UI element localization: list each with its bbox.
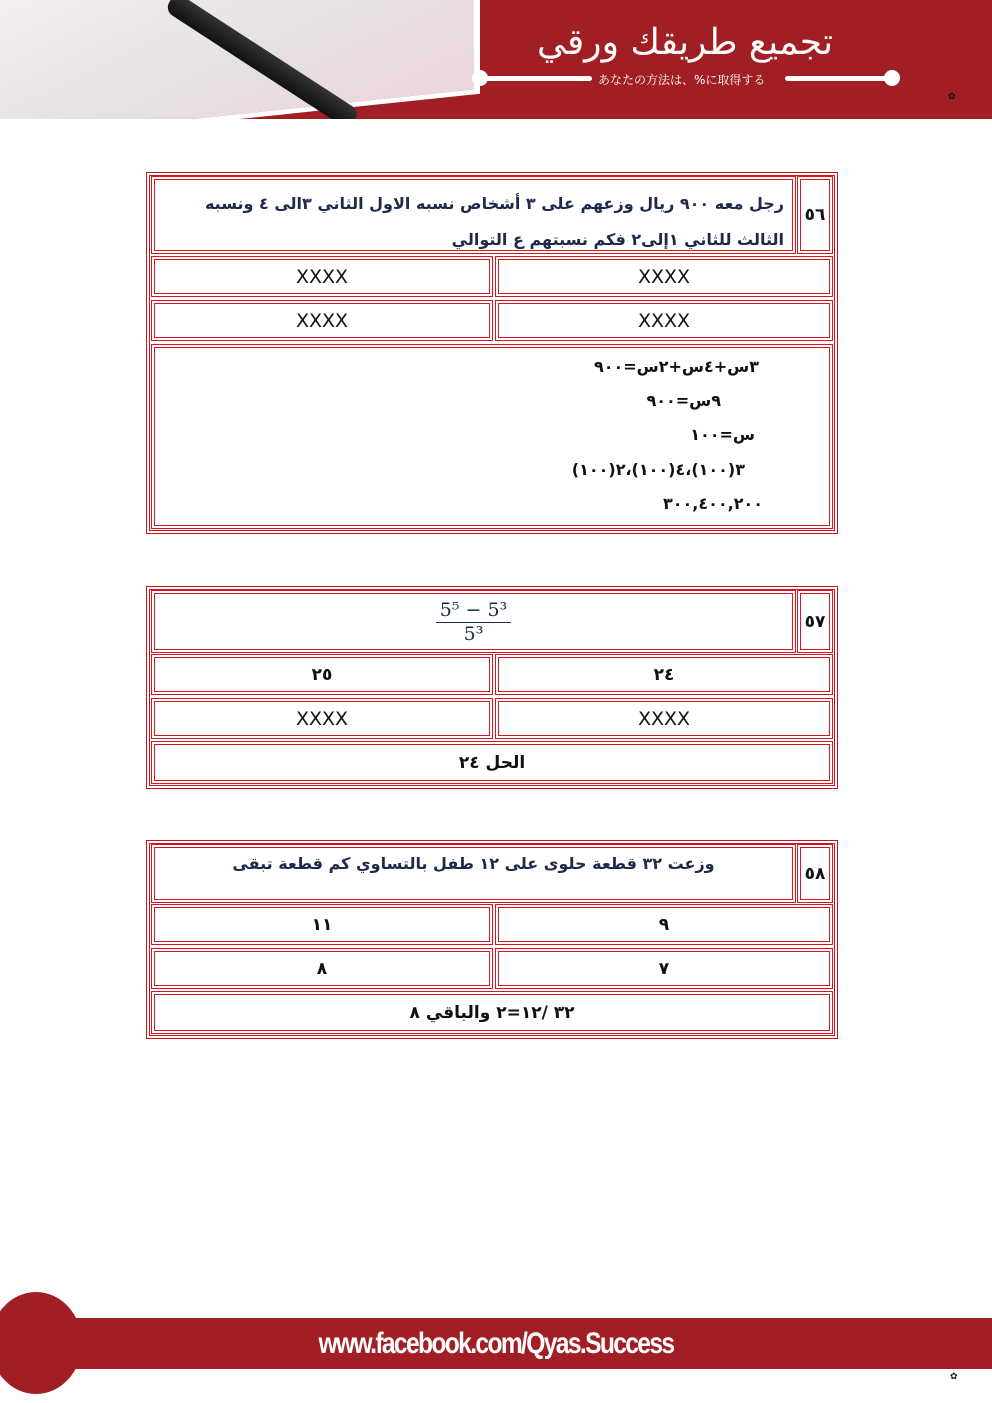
option-b[interactable]: ٢٥ bbox=[151, 654, 493, 695]
denominator: 5³ bbox=[463, 623, 484, 645]
option-a[interactable]: XXXX bbox=[495, 256, 833, 297]
option-b[interactable]: XXXX bbox=[151, 256, 493, 297]
solution-line: ٣(١٠٠)،٤(١٠٠)،٢(١٠٠) bbox=[571, 459, 745, 479]
option-d[interactable]: XXXX bbox=[151, 300, 493, 341]
question-text: وزعت ٣٢ قطعة حلوى على ١٢ طفل بالتساوي كم قطعة تبقى bbox=[151, 844, 796, 903]
option-d[interactable]: ٨ bbox=[151, 948, 493, 989]
banner-line bbox=[480, 76, 592, 81]
line-dot bbox=[884, 70, 900, 86]
fraction bbox=[436, 598, 511, 645]
option-c[interactable]: XXXX bbox=[495, 300, 833, 341]
question-number: ٥٨ bbox=[797, 844, 833, 903]
banner-title: تجميع طريقك ورقي bbox=[536, 22, 834, 63]
option-a[interactable]: ٢٤ bbox=[495, 654, 833, 695]
solution bbox=[151, 344, 833, 529]
banner-line bbox=[785, 76, 890, 81]
header-banner bbox=[0, 0, 992, 119]
solution: ٣٢ /١٢=٢ والباقي ٨ bbox=[151, 991, 833, 1034]
solution-line: ٣س+٤س+٢س=٩٠٠ bbox=[593, 357, 759, 376]
solution-line: س=١٠٠ bbox=[690, 425, 755, 445]
question-expression bbox=[151, 590, 796, 653]
numerator: 5⁵ − 5³ bbox=[436, 598, 511, 623]
question-text: رجل معه ٩٠٠ ريال وزعهم على ٣ أشخاص نسبه الاول الثاني ٣الى ٤ ونسبه الثالث للثاني ١إلى٢ فكم نسبتهم ع التوالي bbox=[151, 176, 796, 254]
question-number: ٥٧ bbox=[797, 590, 833, 653]
question-number: ٥٦ bbox=[797, 176, 833, 254]
solution-line: ٣٠٠,٤٠٠,٢٠٠ bbox=[662, 493, 763, 513]
facebook-link[interactable]: www.facebook.com/Qyas.Success bbox=[318, 1327, 674, 1360]
banner-subtitle: あなたの方法は、%に取得する bbox=[598, 73, 766, 87]
option-a[interactable]: ٩ bbox=[495, 904, 833, 945]
option-c[interactable]: XXXX bbox=[495, 698, 833, 739]
option-c[interactable]: ٧ bbox=[495, 948, 833, 989]
option-d[interactable]: XXXX bbox=[151, 698, 493, 739]
solution-line: ٩س=٩٠٠ bbox=[646, 391, 721, 411]
header-logo: ✿ bbox=[948, 92, 956, 102]
solution: الحل ٢٤ bbox=[151, 741, 833, 784]
option-b[interactable]: ١١ bbox=[151, 904, 493, 945]
footer-logo: ✿ bbox=[950, 1372, 958, 1382]
